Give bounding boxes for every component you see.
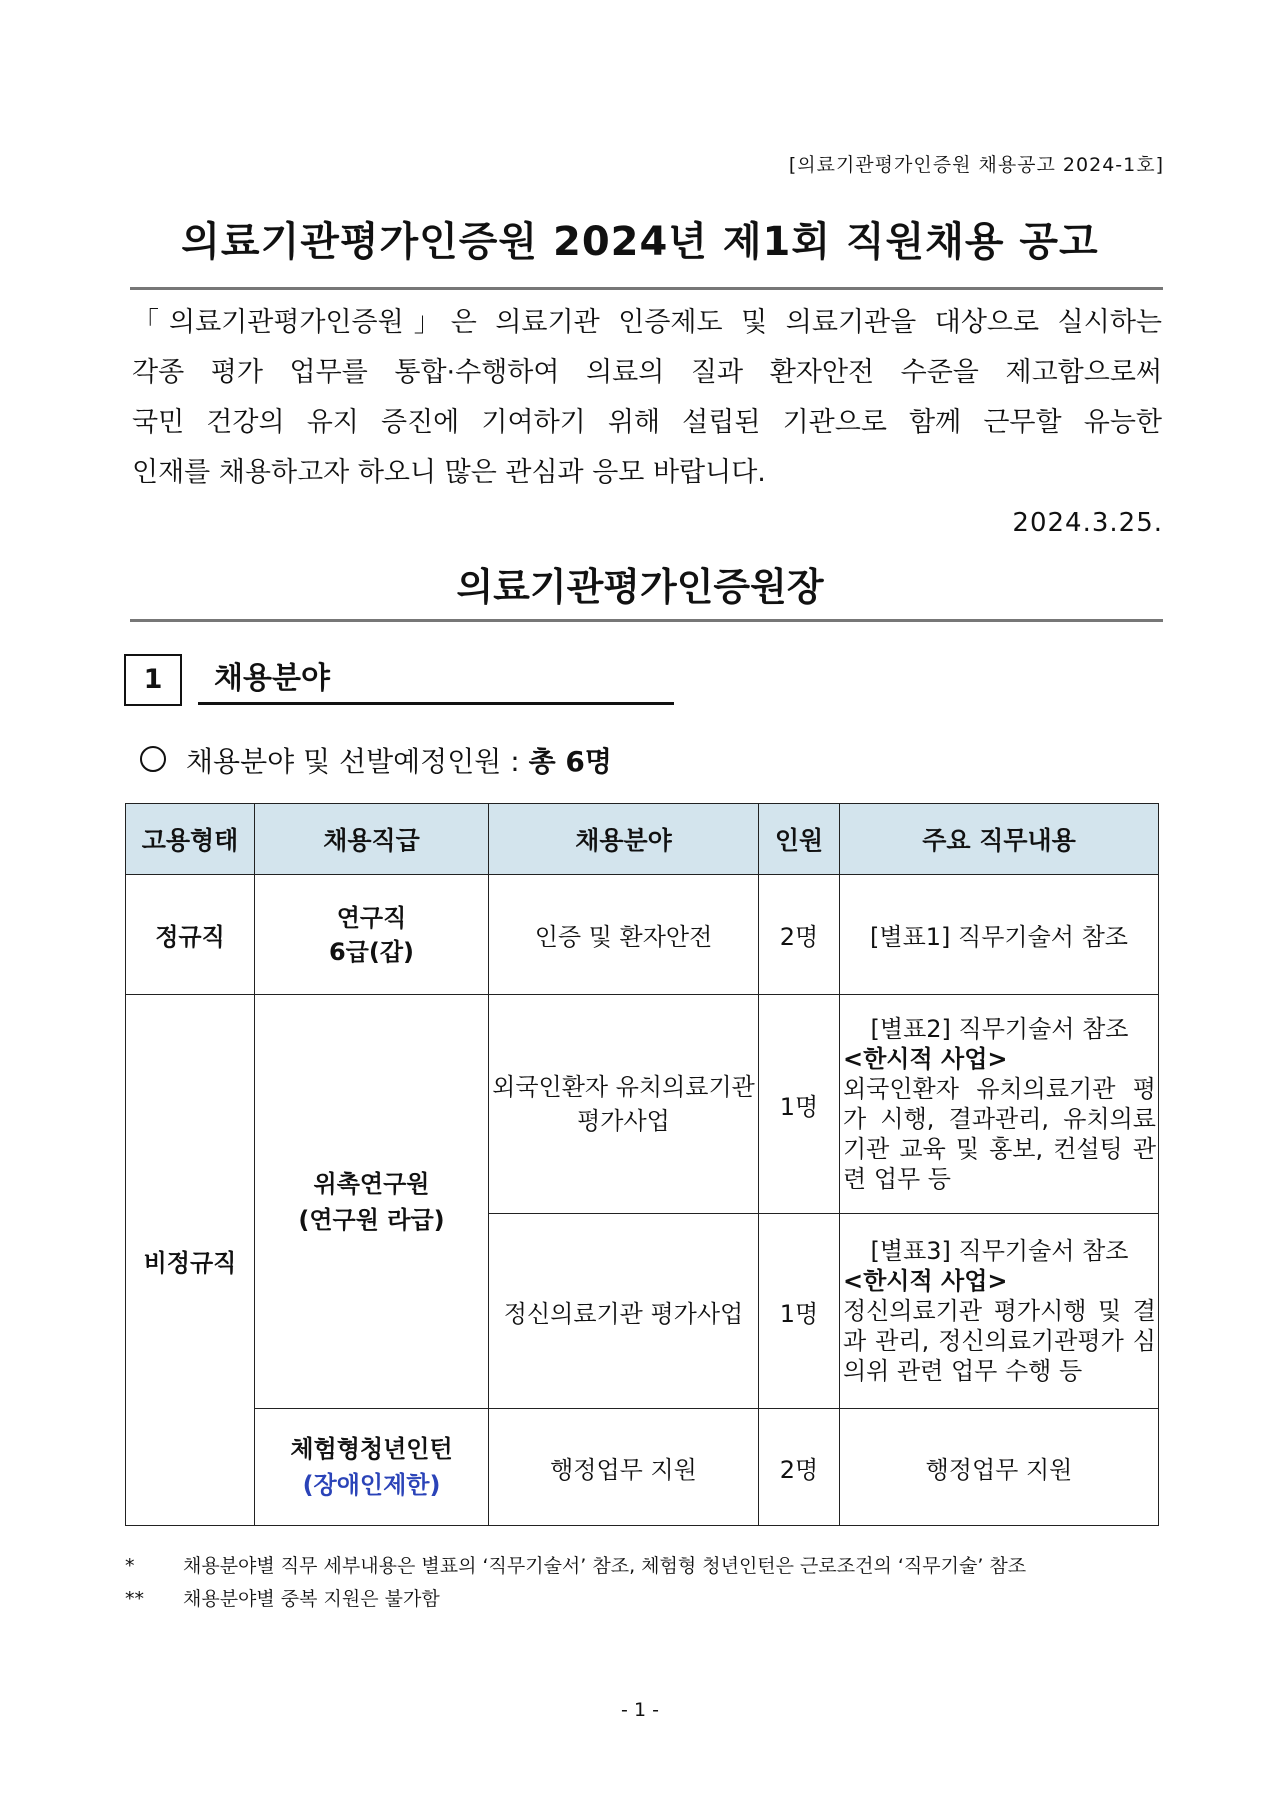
document-title: 의료기관평가인증원 2024년 제1회 직원채용 공고 — [181, 219, 1099, 265]
cell-duties: [별표1] 직무기술서 참조 — [840, 875, 1159, 995]
intro-line: 국민 건강의 유지 증진에 기여하기 위해 설립된 기관으로 함께 근무할 유능한 — [132, 407, 1162, 438]
grade-line: (연구원 라급) — [298, 1205, 445, 1234]
cell-duties — [840, 995, 1159, 1214]
field-line: 외국인환자 유치의료기관 — [492, 1073, 755, 1101]
recruitment-table — [125, 803, 1159, 1526]
duty-reference: [별표2] 직무기술서 참조 — [870, 1015, 1129, 1043]
issuer-divider — [130, 619, 1163, 622]
duty-description: 정신의료기관 평가시행 및 결과 관리, 정신의료기관평가 심의위 관련 업무 수행 등 — [843, 1297, 1156, 1385]
intro-paragraph — [132, 298, 1162, 498]
cell-position-grade — [255, 1409, 489, 1526]
duty-description: 외국인환자 유치의료기관 평가 시행, 결과관리, 유치의료기관 교육 및 홍보, 컨설팅 관련 업무 등 — [843, 1075, 1156, 1193]
duty-project-type: <한시적 사업> — [843, 1045, 1008, 1073]
duty-reference: [별표3] 직무기술서 참조 — [870, 1237, 1129, 1265]
section-title: 채용분야 — [214, 661, 330, 696]
intro-line: 각종 평가 업무를 통합·수행하여 의료의 질과 환자안전 수준을 제고함으로써 — [132, 357, 1162, 388]
intro-line: 인재를 채용하고자 하오니 많은 관심과 응모 바랍니다. — [132, 457, 766, 488]
cell-position-grade — [255, 995, 489, 1409]
footnote-text: 채용분야별 중복 지원은 불가함 — [183, 1588, 440, 1610]
cell-headcount: 2명 — [759, 875, 840, 995]
footnote-text: 채용분야별 직무 세부내용은 별표의 ‘직무기술서’ 참조, 체험형 청년인턴은 근로조건의 ‘직무기술’ 참조 — [183, 1555, 1027, 1577]
publication-date: 2024.3.25. — [1012, 508, 1163, 538]
cell-headcount: 1명 — [759, 1214, 840, 1409]
issuer-name: 의료기관평가인증원장 — [456, 565, 824, 609]
table-header-row — [126, 804, 1159, 875]
cell-field: 정신의료기관 평가사업 — [489, 1214, 759, 1409]
footnote-mark: * — [125, 1555, 135, 1577]
grade-restriction: (장애인제한) — [302, 1471, 441, 1499]
footnote — [125, 1584, 440, 1611]
cell-headcount: 2명 — [759, 1409, 840, 1526]
header-headcount: 인원 — [759, 804, 840, 875]
cell-position-grade — [255, 875, 489, 995]
summary-total: 총 6명 — [528, 745, 612, 778]
cell-field: 행정업무 지원 — [489, 1409, 759, 1526]
grade-line: 체험형청년인턴 — [290, 1435, 453, 1463]
footnote — [125, 1551, 1026, 1578]
cell-field — [489, 995, 759, 1214]
recruitment-summary — [140, 740, 612, 780]
bullet-circle-icon — [140, 746, 166, 772]
page-number: - 1 - — [621, 1699, 659, 1721]
grade-line: 6급(갑) — [328, 937, 414, 966]
table-row — [126, 1409, 1159, 1526]
grade-line: 위촉연구원 — [313, 1169, 430, 1198]
cell-employment-type: 비정규직 — [126, 995, 255, 1526]
field-line: 평가사업 — [577, 1107, 670, 1135]
section-number-box: 1 — [124, 654, 182, 706]
cell-duties: 행정업무 지원 — [840, 1409, 1159, 1526]
header-employment-type: 고용형태 — [126, 804, 255, 875]
cell-field: 인증 및 환자안전 — [489, 875, 759, 995]
header-position-grade: 채용직급 — [255, 804, 489, 875]
intro-line: 「의료기관평가인증원」은 의료기관 인증제도 및 의료기관을 대상으로 실시하는 — [132, 307, 1162, 338]
cell-duties — [840, 1214, 1159, 1409]
table-row — [126, 875, 1159, 995]
footnote-mark: ** — [125, 1588, 144, 1610]
summary-label: 채용분야 및 선발예정인원 : — [186, 745, 520, 778]
grade-line: 연구직 — [336, 903, 407, 932]
header-field: 채용분야 — [489, 804, 759, 875]
header-duties: 주요 직무내용 — [840, 804, 1159, 875]
notice-number: [의료기관평가인증원 채용공고 2024-1호] — [788, 154, 1164, 176]
table-row — [126, 995, 1159, 1214]
section-title-underline — [198, 702, 674, 705]
duty-project-type: <한시적 사업> — [843, 1267, 1008, 1295]
cell-headcount: 1명 — [759, 995, 840, 1214]
title-divider — [130, 287, 1163, 290]
cell-employment-type: 정규직 — [126, 875, 255, 995]
